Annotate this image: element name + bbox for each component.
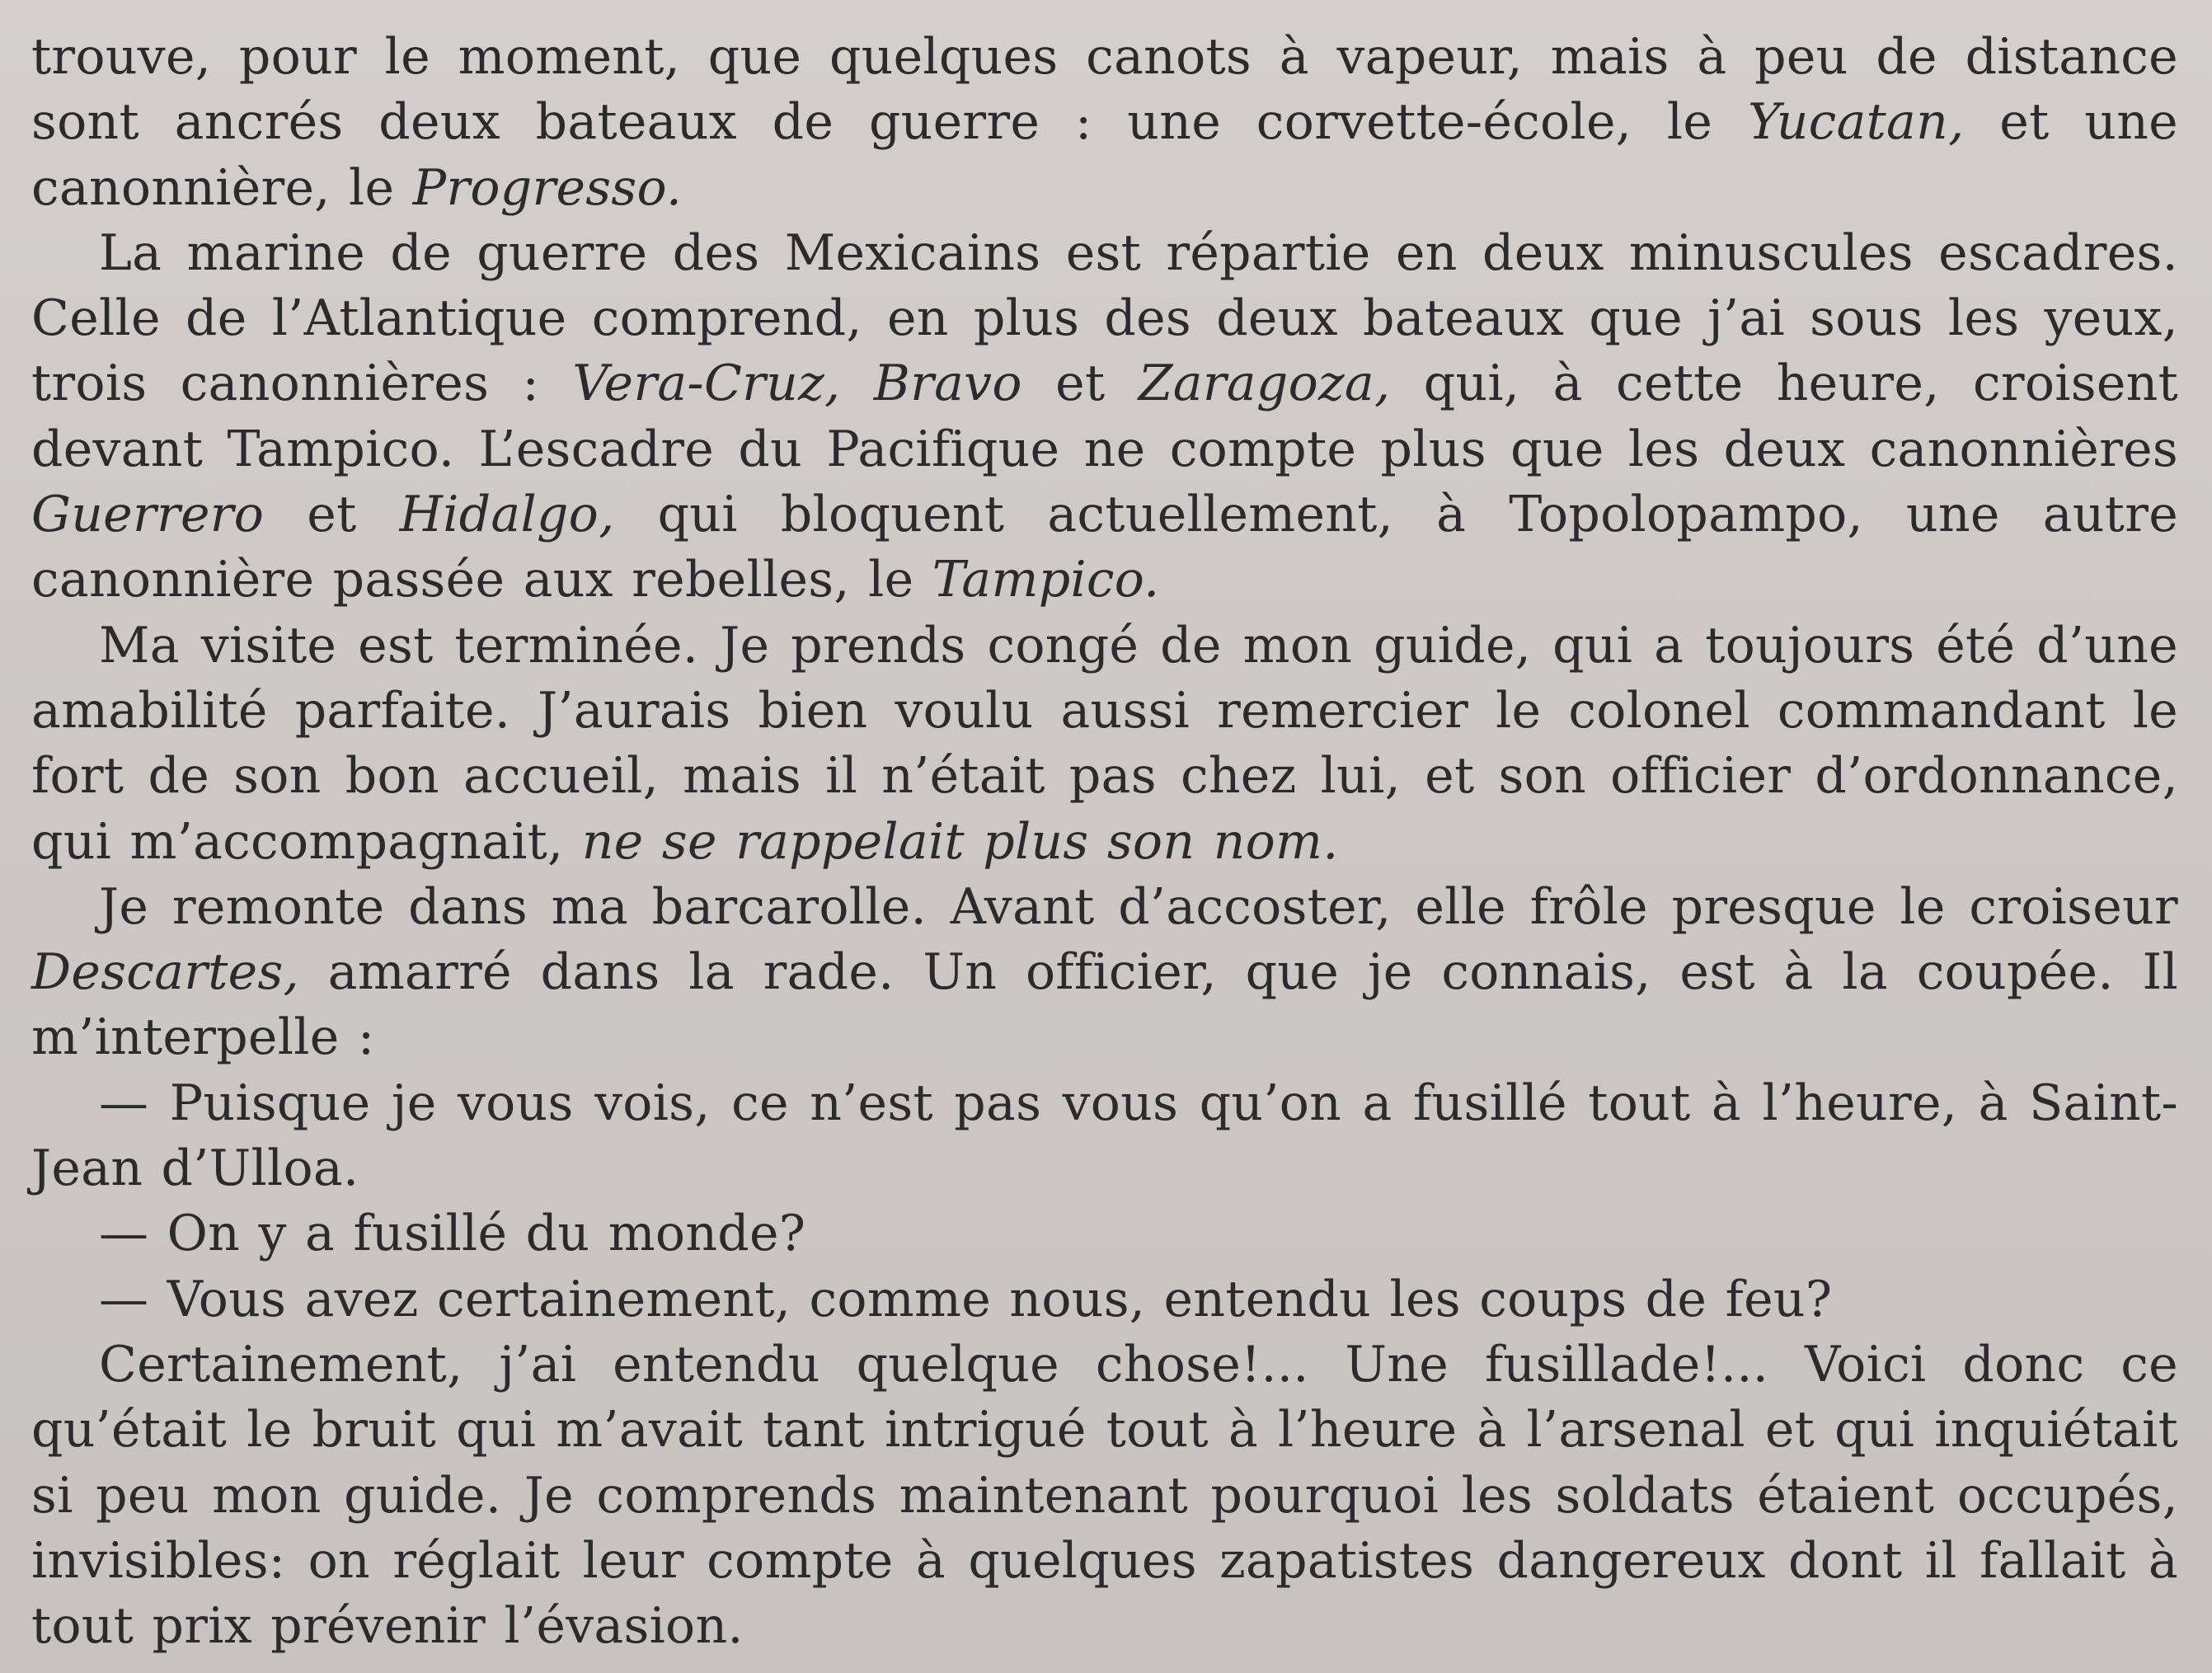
italic-text: Vera-Cruz, Bravo [572, 355, 1022, 413]
paragraph-p6 [31, 1201, 2178, 1266]
body-text [31, 25, 2178, 1659]
text-run: Je remonte dans ma barcarolle. Avant d’accoster, elle frôle presque le croiseur [99, 877, 2178, 936]
italic-text: Progresso. [412, 158, 683, 217]
text-run: qui, à cette heure, croisent devant Tampico. L’escadre du Pacifique ne compte plus que les deux canonnières [31, 355, 2179, 478]
italic-text: Tampico. [932, 551, 1160, 609]
text-run: La marine de guerre des Mexicains est répartie en deux minuscules escadres. Celle de l’Atlantique comprend, en plus des deux bateaux que j’ai sous les yeux, trois canonnières : [31, 223, 2178, 413]
italic-text: Hidalgo, [399, 486, 615, 544]
paragraph-p2 [31, 221, 2178, 613]
text-run: — Vous avez certainement, comme nous, entendu les coups de feu? [99, 1270, 1833, 1328]
paragraph-p8 [31, 1332, 2178, 1659]
text-run: et une canonnière, le [31, 93, 2178, 217]
italic-text: ne se rappelait plus son nom. [581, 812, 1339, 871]
text-run: et [264, 486, 400, 544]
text-run: Ma visite est terminée. Je prends congé de mon guide, qui a toujours été d’une amabilité parfaite. J’aurais bien voulu aussi remercier le colonel commandant le fort de son bon accueil, mais il n’était pas chez lui, et son officier d’ordonnance, qui m’accompagnait, [31, 616, 2178, 871]
text-run: trouve, pour le moment, que quelques canots à vapeur, mais à peu de distance sont ancrés deux bateaux de guerre : une corvette-école, le [31, 28, 2178, 152]
paragraph-p4 [31, 875, 2178, 1071]
text-run: amarré dans la rade. Un officier, que je connais, est à la coupée. Il m’interpelle : [31, 943, 2178, 1067]
text-run: — Puisque je vous vois, ce n’est pas vous qu’on a fusillé tout à l’heure, à Saint-Jean d’Ulloa. [31, 1074, 2178, 1198]
paragraph-p3 [31, 613, 2178, 875]
italic-text: Zaragoza, [1138, 355, 1391, 413]
italic-text: Yucatan, [1748, 93, 1965, 152]
text-run: et [1021, 355, 1139, 413]
italic-text: Guerrero [31, 486, 265, 544]
italic-text: Descartes, [31, 943, 299, 1002]
text-run: qui bloquent actuellement, à Topolopampo, une autre canonnière passée aux rebelles, le [31, 486, 2179, 609]
paragraph-p1 [31, 25, 2178, 221]
text-run: Certainement, j’ai entendu quelque chose!... Une fusillade!... Voici donc ce qu’était le bruit qui m’avait tant intrigué tout à l’heure à l’arsenal et qui inquiétait si peu mon guide. Je comprends maintenant pourquoi les soldats étaient occupés, invisibles: on réglait leur compte à quelques zapatistes dangereux dont il fallait à tout prix prévenir l’évasion. [31, 1335, 2178, 1656]
paragraph-p5 [31, 1071, 2178, 1202]
text-run: — On y a fusillé du monde? [99, 1205, 806, 1263]
paragraph-p7 [31, 1267, 2178, 1332]
